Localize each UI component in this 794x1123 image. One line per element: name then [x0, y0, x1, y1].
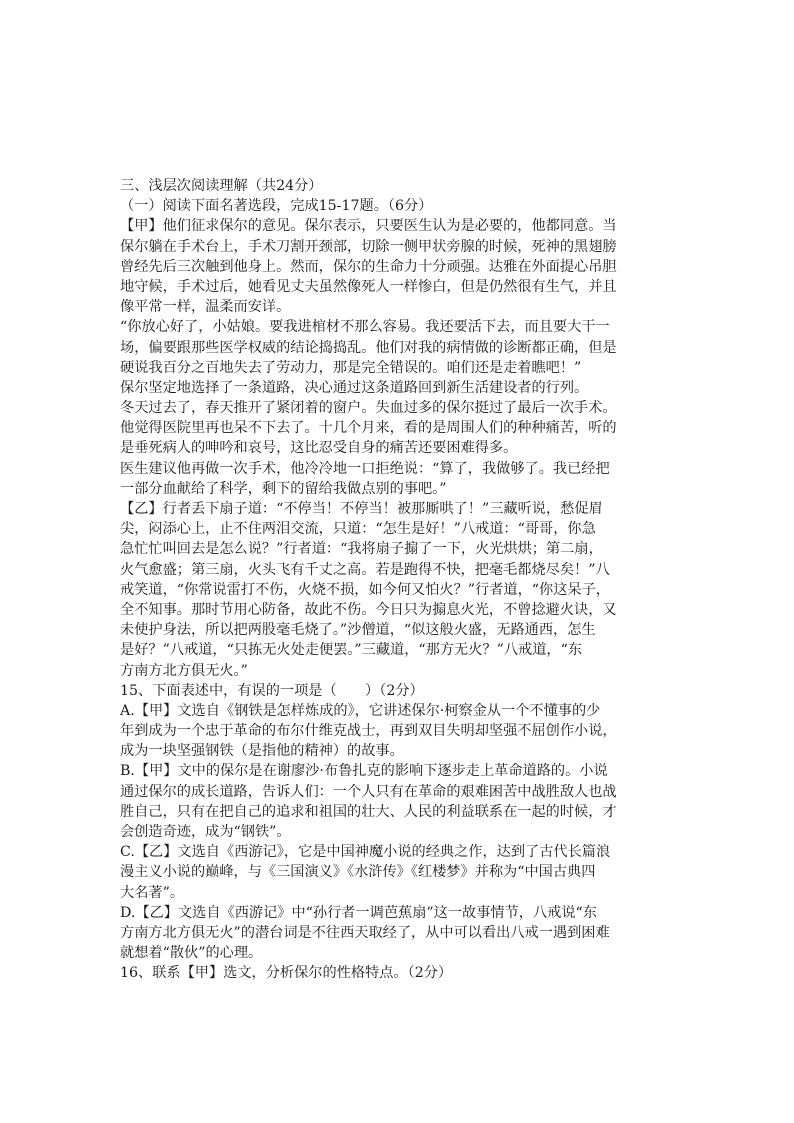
- text-line: 是好？”八戒道，“只拣无火处走便罢。”三藏道，“那方无火？”八戒道，“东: [120, 642, 583, 659]
- text-line: 通过保尔的成长道路，告诉人们：一个人只有在革命的艰难困苦中战胜敌人也战: [120, 783, 617, 800]
- text-line: 是垂死病人的呻吟和哀号，这比忍受自身的痛苦还要困难得多。: [120, 440, 518, 457]
- text-line: 保尔躺在手术台上，手术刀割开颈部，切除一侧甲状旁腺的时候，死神的黑翅膀: [120, 238, 617, 255]
- document-body: [120, 176, 680, 984]
- text-line: 硬说我百分之百地失去了劳动力，那是完全错误的。咱们还是走着瞧吧！”: [120, 359, 582, 376]
- text-line: 方南方北方俱无火。”: [120, 662, 248, 679]
- text-line: 戒笑道，“你常说雷打不伤，火烧不损，如今何又怕火？”行者道，“你这呆子，: [120, 581, 610, 598]
- text-line: 场，偏要跟那些医学权威的结论捣捣乱。他们对我的病情做的诊断都正确，但是: [120, 339, 617, 356]
- text-line: 急忙忙叫回去是怎么说？”行者道：“我将扇子搧了一下，火光烘烘；第二扇，: [120, 541, 603, 558]
- text-line: 三、浅层次阅读理解（共24分）: [120, 178, 323, 194]
- text-line: 【乙】行者丢下扇子道：“不停当！不停当！被那厮哄了！”三藏听说，愁促眉: [120, 501, 603, 517]
- text-line: C.【乙】文选自《西游记》，它是中国神魔小说的经典之作，达到了古代长篇浪: [120, 844, 611, 861]
- text-line: “你放心好了，小姑娘。要我进棺材不那么容易。我还要活下去，而且要大干一: [120, 319, 610, 336]
- text-line: 年到成为一个忠于革命的布尔什维克战士，再到双目失明却坚强不屈创作小说，: [120, 723, 617, 740]
- text-line: 漫主义小说的巅峰，与《三国演义》《水浒传》《红楼梦》并称为“中国古典四: [120, 864, 596, 881]
- text-line: 大名著”。: [120, 884, 185, 901]
- text-line: D.【乙】文选自《西游记》中“孙行者一调芭蕉扇”这一故事情节，八戒说“东: [120, 904, 597, 921]
- text-line: 会创造奇迹，成为“钢铁”。: [120, 824, 291, 840]
- text-line: B.【甲】文中的保尔是在谢廖沙·布鲁扎克的影响下逐步走上革命道路的。小说: [120, 763, 608, 780]
- text-line: 地守候，手术过后，她看见丈夫虽然像死人一样惨白，但是仍然很有生气，并且: [120, 278, 617, 295]
- text-line: 尖，闷添心上，止不住两泪交流，只道：“怎生是好！”八戒道：“哥哥，你急: [120, 521, 596, 538]
- text-line: 像平常一样，温柔而安详。: [120, 299, 291, 316]
- text-line: 【甲】他们征求保尔的意见。保尔表示，只要医生认为是必要的，他都同意。当: [120, 218, 617, 235]
- text-line: 全不知事。那时节用心防备，故此不伤。今日只为搧息火光，不曾捻避火诀，又: [120, 601, 617, 618]
- text-line: 火气愈盛；第三扇，火头飞有千丈之高。若是跑得不快，把毫毛都烧尽矣！”八: [120, 561, 610, 578]
- text-line: A.【甲】文选自《钢铁是怎样炼成的》，它讲述保尔·柯察金从一个不懂事的少: [120, 702, 601, 719]
- text-line: 一部分血献给了科学，剩下的留给我做点别的事吧。”: [120, 480, 447, 497]
- text-line: 方南方北方俱无火”的潜台词是不往西天取经了，从中可以看出八戒一遇到困难: [120, 924, 610, 941]
- text-line: 16、联系【甲】选文，分析保尔的性格特点。（2分）: [120, 965, 453, 982]
- text-line: 冬天过去了，春天推开了紧闭着的窗户。失血过多的保尔挺过了最后一次手术。: [120, 400, 617, 417]
- text-line: 就想着“散伙”的心理。: [120, 945, 263, 962]
- text-line: 未使护身法，所以把两股毫毛烧了。”沙僧道，“似这般火盛，无路通西，怎生: [120, 622, 596, 639]
- text-line: 15、下面表述中，有误的一项是（ ）（2分）: [120, 682, 424, 699]
- text-line: 成为一块坚强钢铁（是指他的精神）的故事。: [120, 743, 404, 760]
- text-line: 胜自己，只有在把自己的追求和祖国的壮大、人民的利益联系在一起的时候，才: [120, 803, 617, 820]
- text-line: 保尔坚定地选择了一条道路，决心通过这条道路回到新生活建设者的行列。: [120, 379, 589, 396]
- text-line: 他觉得医院里再也呆不下去了。十几个月来，看的是周围人们的种种痛苦，听的: [120, 420, 617, 437]
- text-line: 曾经先后三次触到他身上。然而，保尔的生命力十分顽强。达雅在外面提心吊胆: [120, 258, 617, 275]
- text-line: （一）阅读下面名著选段，完成15-17题。（6分）: [120, 198, 433, 215]
- text-line: 医生建议他再做一次手术，他冷冷地一口拒绝说：“算了，我做够了。我已经把: [120, 460, 610, 477]
